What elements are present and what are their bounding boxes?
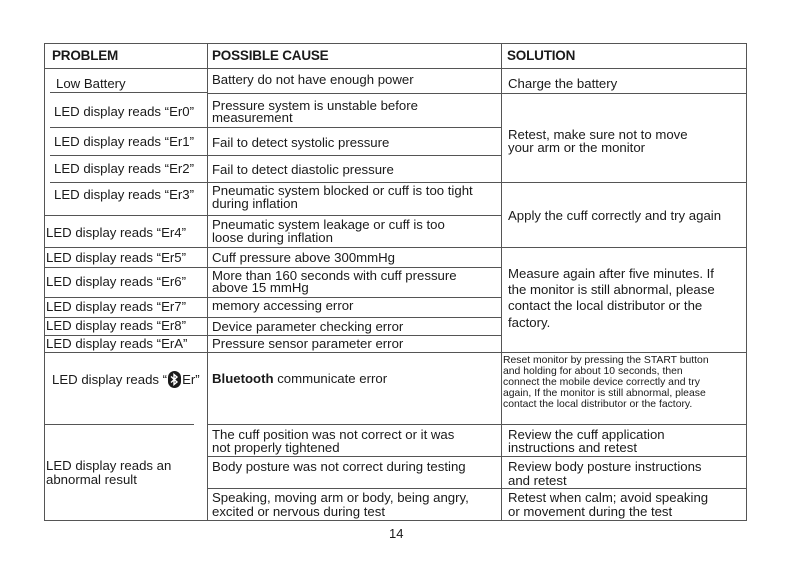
problem-bluetooth-prefix: LED display reads “ <box>52 372 168 387</box>
cause-bluetooth <box>212 372 387 385</box>
solution-er3-4: Apply the cuff correctly and try again <box>508 208 722 223</box>
cause-abnormal-b: Body posture was not correct during testing <box>212 459 466 474</box>
solution-er5-A-line1: Measure again after five minutes. If <box>508 266 714 281</box>
solution-bluetooth-line2: and holding for about 10 seconds, then <box>503 366 683 377</box>
solution-abnormal-c-line2: or movement during the test <box>508 504 673 519</box>
problem-bluetooth <box>52 371 200 388</box>
cause-low-battery: Battery do not have enough power <box>212 72 414 87</box>
problem-abnormal-line2: abnormal result <box>46 472 137 487</box>
problem-er2: LED display reads “Er2” <box>54 161 194 176</box>
header-solution: SOLUTION <box>507 48 576 63</box>
problem-er0: LED display reads “Er0” <box>54 104 194 119</box>
row-rule <box>50 92 207 93</box>
row-rule <box>50 155 207 156</box>
row-rule <box>501 182 747 183</box>
column-divider-2 <box>501 43 502 521</box>
troubleshooting-table <box>44 43 747 521</box>
solution-abnormal-a-line2: instructions and retest <box>508 440 638 455</box>
cause-er3-line2: during inflation <box>212 196 298 211</box>
row-rule <box>44 247 207 248</box>
row-rule <box>207 456 501 457</box>
row-rule <box>207 127 501 128</box>
row-rule <box>501 247 747 248</box>
table-border-left <box>44 43 45 521</box>
solution-bluetooth-line3: connect the mobile device correctly and try <box>503 377 700 388</box>
problem-er3: LED display reads “Er3” <box>54 187 194 202</box>
row-rule <box>501 456 747 457</box>
solution-bluetooth-line5: contact the local distributor or the factory. <box>503 399 693 410</box>
solution-bluetooth-line4: again, If the monitor is still abnormal, please <box>503 388 706 399</box>
header-problem: PROBLEM <box>52 48 119 63</box>
cause-er6-line1: More than 160 seconds with cuff pressure <box>212 268 457 283</box>
solution-er5-A-line2: the monitor is still abnormal, please <box>508 282 715 297</box>
row-rule <box>501 352 747 353</box>
header-cause: POSSIBLE CAUSE <box>212 48 329 63</box>
cause-er5: Cuff pressure above 300mmHg <box>212 250 396 265</box>
cause-bluetooth-keyword: Bluetooth <box>212 371 274 386</box>
problem-er4: LED display reads “Er4” <box>46 225 186 240</box>
cause-bluetooth-rest: communicate error <box>273 371 388 386</box>
row-rule <box>207 155 501 156</box>
cause-er7: memory accessing error <box>212 298 354 313</box>
cause-er4-line2: loose during inflation <box>212 230 333 245</box>
table-border-right <box>746 43 747 521</box>
solution-er0-2-line2: your arm or the monitor <box>508 140 646 155</box>
solution-abnormal-c-line1: Retest when calm; avoid speaking <box>508 490 709 505</box>
problem-abnormal-line1: LED display reads an <box>46 458 172 473</box>
problem-low-battery: Low Battery <box>56 76 126 91</box>
cause-er8: Device parameter checking error <box>212 319 404 334</box>
problem-bluetooth-suffix: Er” <box>182 372 200 387</box>
solution-low-battery: Charge the battery <box>508 76 618 91</box>
row-rule <box>207 215 501 216</box>
solution-er0-2-line1: Retest, make sure not to move <box>508 127 688 142</box>
problem-er8: LED display reads “Er8” <box>46 318 186 333</box>
solution-er5-A-line4: factory. <box>508 315 551 330</box>
row-rule <box>44 267 207 268</box>
row-rule <box>207 317 501 318</box>
cause-er6-line2: above 15 mmHg <box>212 280 309 295</box>
row-rule <box>207 424 501 425</box>
cause-abnormal-c-line1: Speaking, moving arm or body, being angry, <box>212 490 469 505</box>
problem-er5: LED display reads “Er5” <box>46 250 186 265</box>
cause-er2: Fail to detect diastolic pressure <box>212 162 394 177</box>
cause-er0-line2: measurement <box>212 110 293 125</box>
row-rule <box>50 127 207 128</box>
problem-er1: LED display reads “Er1” <box>54 134 194 149</box>
row-rule <box>44 352 207 353</box>
solution-abnormal-b-line1: Review body posture instructions <box>508 459 702 474</box>
page-number: 14 <box>389 526 404 541</box>
row-rule <box>207 352 501 353</box>
row-rule <box>44 297 207 298</box>
solution-abnormal-a-line1: Review the cuff application <box>508 427 665 442</box>
solution-abnormal-b-line2: and retest <box>508 473 567 488</box>
row-rule <box>44 424 194 425</box>
cause-abnormal-a-line1: The cuff position was not correct or it was <box>212 427 455 442</box>
row-rule <box>501 93 747 94</box>
solution-bluetooth-line1: Reset monitor by pressing the START button <box>503 355 709 366</box>
column-divider-1 <box>207 43 208 521</box>
header-divider <box>44 68 747 69</box>
solution-er5-A-line3: contact the local distributor or the <box>508 298 703 313</box>
row-rule <box>501 488 747 489</box>
row-rule <box>207 93 501 94</box>
row-rule <box>44 215 207 216</box>
problem-erA: LED display reads “ErA” <box>46 336 188 351</box>
cause-er4-line1: Pneumatic system leakage or cuff is too <box>212 217 445 232</box>
cause-er1: Fail to detect systolic pressure <box>212 135 390 150</box>
row-rule <box>207 488 501 489</box>
row-rule <box>501 424 747 425</box>
problem-er6: LED display reads “Er6” <box>46 274 186 289</box>
cause-er3-line1: Pneumatic system blocked or cuff is too tight <box>212 183 473 198</box>
row-rule <box>50 182 207 183</box>
cause-abnormal-a-line2: not properly tightened <box>212 440 340 455</box>
table-border-bottom <box>44 520 747 521</box>
bluetooth-icon <box>168 371 181 388</box>
problem-er7: LED display reads “Er7” <box>46 299 186 314</box>
cause-abnormal-c-line2: excited or nervous during test <box>212 504 385 519</box>
table-border-top <box>44 43 747 44</box>
cause-erA: Pressure sensor parameter error <box>212 336 404 351</box>
row-rule <box>207 247 501 248</box>
cause-er0-line1: Pressure system is unstable before <box>212 98 418 113</box>
